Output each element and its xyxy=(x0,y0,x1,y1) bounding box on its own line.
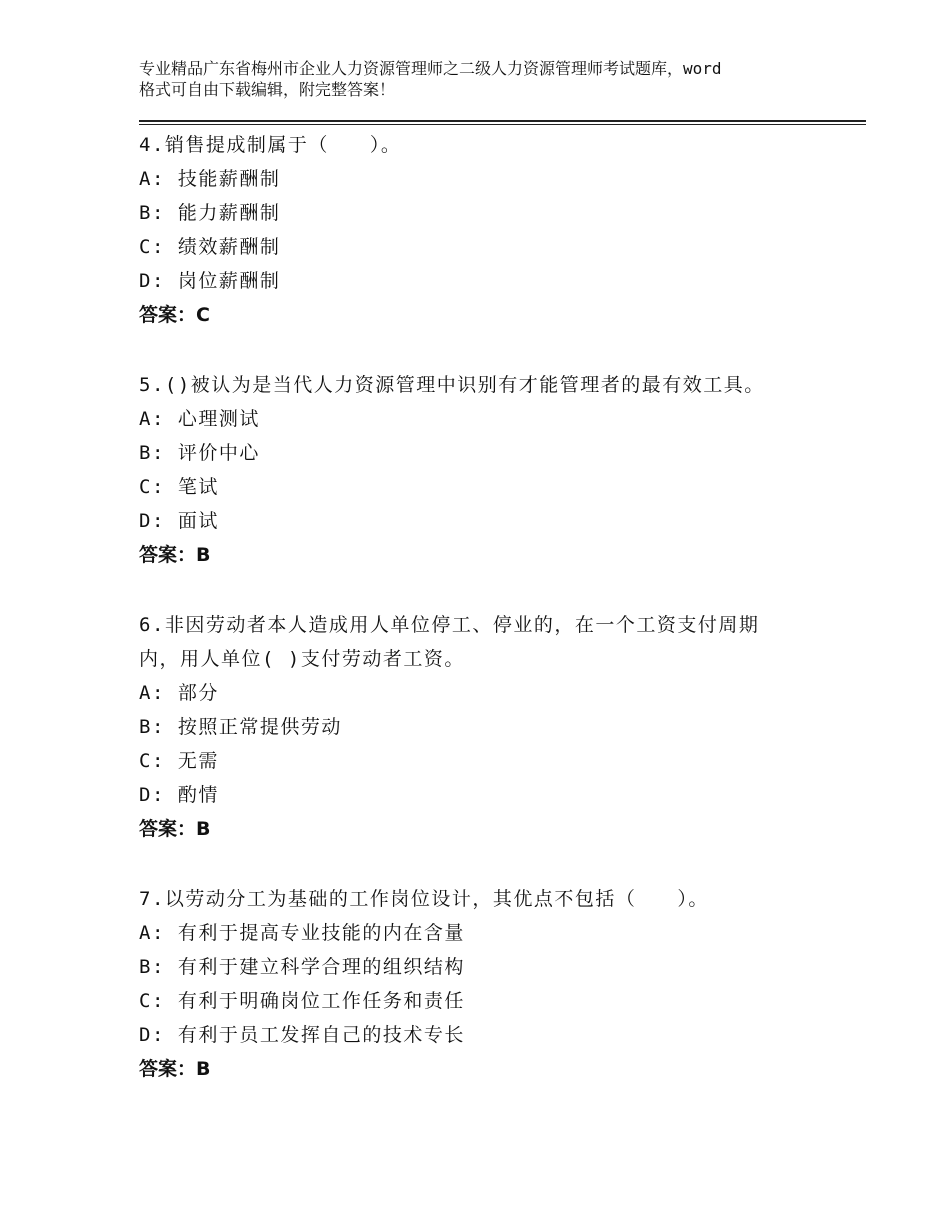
question-5 xyxy=(139,368,839,572)
answer-line: 答案：B xyxy=(139,1058,211,1080)
answer-line: 答案：C xyxy=(139,304,210,326)
document-header xyxy=(139,58,829,100)
question-stem-line-1: 6.非因劳动者本人造成用人单位停工、停业的，在一个工资支付周期 xyxy=(139,614,760,636)
option-d: D: 酌情 xyxy=(139,784,219,806)
header-divider-thick xyxy=(139,120,866,122)
option-b: B: 能力薪酬制 xyxy=(139,202,281,224)
option-d: D: 面试 xyxy=(139,510,219,532)
question-4 xyxy=(139,128,839,332)
answer-line: 答案：B xyxy=(139,818,211,840)
header-line-2: 格式可自由下载编辑，附完整答案！ xyxy=(139,80,396,99)
option-a: A: 有利于提高专业技能的内在含量 xyxy=(139,922,465,944)
question-stem: 5.()被认为是当代人力资源管理中识别有才能管理者的最有效工具。 xyxy=(139,374,765,396)
option-c: C: 无需 xyxy=(139,750,219,772)
option-b: B: 有利于建立科学合理的组织结构 xyxy=(139,956,465,978)
option-d: D: 岗位薪酬制 xyxy=(139,270,281,292)
option-a: A: 技能薪酬制 xyxy=(139,168,281,190)
header-divider-thin xyxy=(139,124,866,125)
option-a: A: 心理测试 xyxy=(139,408,260,430)
answer-line: 答案：B xyxy=(139,544,211,566)
option-a: A: 部分 xyxy=(139,682,219,704)
option-c: C: 有利于明确岗位工作任务和责任 xyxy=(139,990,465,1012)
header-line-1: 专业精品广东省梅州市企业人力资源管理师之二级人力资源管理师考试题库，word xyxy=(139,59,722,78)
question-stem: 4.销售提成制属于（ ）。 xyxy=(139,134,402,156)
question-7 xyxy=(139,882,839,1086)
option-c: C: 笔试 xyxy=(139,476,219,498)
option-b: B: 评价中心 xyxy=(139,442,260,464)
option-b: B: 按照正常提供劳动 xyxy=(139,716,342,738)
option-d: D: 有利于员工发挥自己的技术专长 xyxy=(139,1024,465,1046)
option-c: C: 绩效薪酬制 xyxy=(139,236,281,258)
question-stem-line-2: 内，用人单位( )支付劳动者工资。 xyxy=(139,648,465,670)
question-list xyxy=(139,128,839,1122)
question-stem: 7.以劳动分工为基础的工作岗位设计，其优点不包括（ ）。 xyxy=(139,888,709,910)
question-6 xyxy=(139,608,839,846)
